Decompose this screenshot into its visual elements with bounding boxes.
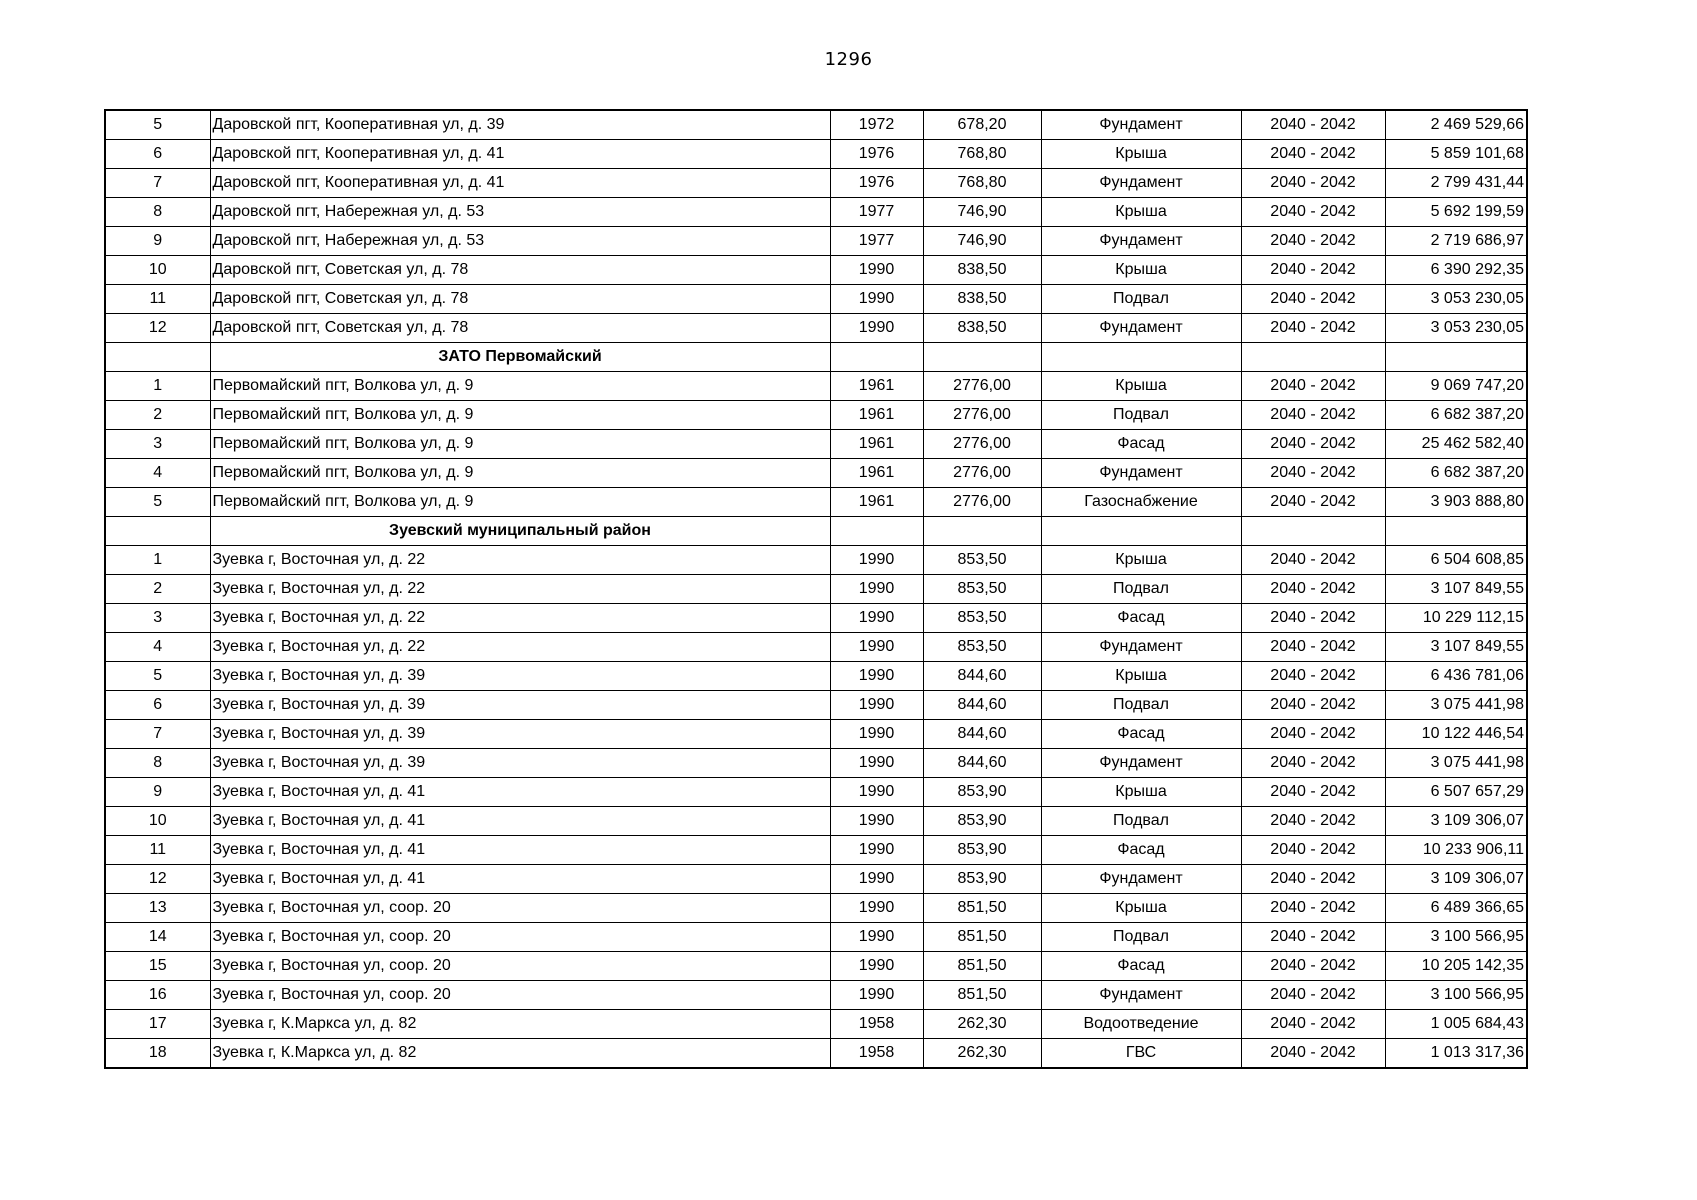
row-number-cell: 9	[105, 227, 210, 256]
period-cell: 2040 - 2042	[1241, 604, 1385, 633]
empty-cell	[1041, 343, 1241, 372]
period-cell: 2040 - 2042	[1241, 836, 1385, 865]
work-type-cell: Водоотведение	[1041, 1010, 1241, 1039]
build-year-cell: 1977	[830, 198, 923, 227]
area-cell: 853,90	[923, 778, 1041, 807]
address-cell: Даровской пгт, Советская ул, д. 78	[210, 314, 830, 343]
row-number-cell: 6	[105, 691, 210, 720]
cost-cell: 3 107 849,55	[1385, 633, 1527, 662]
period-cell: 2040 - 2042	[1241, 923, 1385, 952]
cost-cell: 6 682 387,20	[1385, 401, 1527, 430]
row-number-cell: 5	[105, 662, 210, 691]
build-year-cell: 1990	[830, 749, 923, 778]
address-cell: Даровской пгт, Советская ул, д. 78	[210, 285, 830, 314]
cost-cell: 1 013 317,36	[1385, 1039, 1527, 1069]
area-cell: 746,90	[923, 227, 1041, 256]
build-year-cell: 1976	[830, 140, 923, 169]
row-number-cell: 2	[105, 575, 210, 604]
address-cell: Первомайский пгт, Волкова ул, д. 9	[210, 488, 830, 517]
period-cell: 2040 - 2042	[1241, 865, 1385, 894]
address-cell: Даровской пгт, Советская ул, д. 78	[210, 256, 830, 285]
area-cell: 851,50	[923, 923, 1041, 952]
cost-cell: 3 075 441,98	[1385, 749, 1527, 778]
table-row	[105, 633, 1527, 662]
area-cell: 2776,00	[923, 401, 1041, 430]
table-row	[105, 865, 1527, 894]
period-cell: 2040 - 2042	[1241, 430, 1385, 459]
address-cell: Даровской пгт, Кооперативная ул, д. 39	[210, 110, 830, 140]
table-row	[105, 1010, 1527, 1039]
empty-cell	[1241, 517, 1385, 546]
address-cell: Зуевка г, Восточная ул, д. 39	[210, 749, 830, 778]
work-type-cell: Крыша	[1041, 198, 1241, 227]
build-year-cell: 1990	[830, 865, 923, 894]
area-cell: 838,50	[923, 314, 1041, 343]
cost-cell: 6 390 292,35	[1385, 256, 1527, 285]
row-number-cell: 3	[105, 430, 210, 459]
address-cell: Зуевка г, Восточная ул, соор. 20	[210, 952, 830, 981]
address-cell: Зуевка г, Восточная ул, д. 39	[210, 691, 830, 720]
address-cell: Зуевка г, Восточная ул, соор. 20	[210, 923, 830, 952]
work-type-cell: Подвал	[1041, 923, 1241, 952]
table-row	[105, 749, 1527, 778]
area-cell: 853,50	[923, 575, 1041, 604]
cost-cell: 5 859 101,68	[1385, 140, 1527, 169]
table-row	[105, 488, 1527, 517]
address-cell: Зуевка г, К.Маркса ул, д. 82	[210, 1010, 830, 1039]
table-row	[105, 575, 1527, 604]
row-number-cell: 11	[105, 285, 210, 314]
period-cell: 2040 - 2042	[1241, 546, 1385, 575]
work-type-cell: Фундамент	[1041, 981, 1241, 1010]
work-type-cell: Крыша	[1041, 778, 1241, 807]
address-cell: Зуевка г, Восточная ул, д. 39	[210, 720, 830, 749]
table-row	[105, 604, 1527, 633]
build-year-cell: 1990	[830, 923, 923, 952]
area-cell: 853,90	[923, 807, 1041, 836]
build-year-cell: 1958	[830, 1010, 923, 1039]
row-number-cell: 14	[105, 923, 210, 952]
build-year-cell: 1990	[830, 575, 923, 604]
work-type-cell: ГВС	[1041, 1039, 1241, 1069]
row-number-cell: 7	[105, 720, 210, 749]
address-cell: Первомайский пгт, Волкова ул, д. 9	[210, 459, 830, 488]
work-type-cell: Фундамент	[1041, 749, 1241, 778]
work-type-cell: Газоснабжение	[1041, 488, 1241, 517]
area-cell: 746,90	[923, 198, 1041, 227]
cost-cell: 6 436 781,06	[1385, 662, 1527, 691]
area-cell: 853,90	[923, 865, 1041, 894]
table-row	[105, 430, 1527, 459]
area-cell: 844,60	[923, 691, 1041, 720]
row-number-cell: 8	[105, 198, 210, 227]
build-year-cell: 1990	[830, 256, 923, 285]
build-year-cell: 1972	[830, 110, 923, 140]
work-type-cell: Подвал	[1041, 285, 1241, 314]
address-cell: Даровской пгт, Кооперативная ул, д. 41	[210, 140, 830, 169]
area-cell: 851,50	[923, 894, 1041, 923]
table-row	[105, 691, 1527, 720]
cost-cell: 1 005 684,43	[1385, 1010, 1527, 1039]
table-body	[105, 110, 1527, 1068]
cost-cell: 10 122 446,54	[1385, 720, 1527, 749]
area-cell: 2776,00	[923, 372, 1041, 401]
period-cell: 2040 - 2042	[1241, 633, 1385, 662]
build-year-cell: 1990	[830, 546, 923, 575]
work-type-cell: Фасад	[1041, 430, 1241, 459]
area-cell: 844,60	[923, 720, 1041, 749]
cost-cell: 10 229 112,15	[1385, 604, 1527, 633]
empty-cell	[1385, 343, 1527, 372]
cost-cell: 10 233 906,11	[1385, 836, 1527, 865]
area-cell: 844,60	[923, 749, 1041, 778]
work-type-cell: Подвал	[1041, 401, 1241, 430]
cost-cell: 3 109 306,07	[1385, 807, 1527, 836]
period-cell: 2040 - 2042	[1241, 575, 1385, 604]
work-type-cell: Фундамент	[1041, 633, 1241, 662]
row-number-cell: 5	[105, 488, 210, 517]
area-cell: 678,20	[923, 110, 1041, 140]
build-year-cell: 1990	[830, 807, 923, 836]
table-row	[105, 372, 1527, 401]
build-year-cell: 1976	[830, 169, 923, 198]
period-cell: 2040 - 2042	[1241, 1039, 1385, 1069]
cost-cell: 3 100 566,95	[1385, 923, 1527, 952]
address-cell: Первомайский пгт, Волкова ул, д. 9	[210, 430, 830, 459]
period-cell: 2040 - 2042	[1241, 459, 1385, 488]
cost-cell: 9 069 747,20	[1385, 372, 1527, 401]
period-cell: 2040 - 2042	[1241, 894, 1385, 923]
cost-cell: 3 053 230,05	[1385, 285, 1527, 314]
table-row	[105, 923, 1527, 952]
work-type-cell: Фасад	[1041, 604, 1241, 633]
area-cell: 851,50	[923, 952, 1041, 981]
address-cell: Даровской пгт, Набережная ул, д. 53	[210, 227, 830, 256]
table-row	[105, 110, 1527, 140]
area-cell: 853,50	[923, 546, 1041, 575]
period-cell: 2040 - 2042	[1241, 110, 1385, 140]
cost-cell: 6 682 387,20	[1385, 459, 1527, 488]
empty-cell	[1041, 517, 1241, 546]
build-year-cell: 1990	[830, 952, 923, 981]
period-cell: 2040 - 2042	[1241, 169, 1385, 198]
row-number-cell: 8	[105, 749, 210, 778]
cost-cell: 2 469 529,66	[1385, 110, 1527, 140]
period-cell: 2040 - 2042	[1241, 662, 1385, 691]
empty-cell	[923, 517, 1041, 546]
period-cell: 2040 - 2042	[1241, 749, 1385, 778]
row-number-cell: 12	[105, 314, 210, 343]
row-number-cell: 11	[105, 836, 210, 865]
cost-cell: 3 075 441,98	[1385, 691, 1527, 720]
work-type-cell: Крыша	[1041, 546, 1241, 575]
row-number-cell: 10	[105, 807, 210, 836]
row-number-cell: 18	[105, 1039, 210, 1069]
period-cell: 2040 - 2042	[1241, 720, 1385, 749]
cost-cell: 2 799 431,44	[1385, 169, 1527, 198]
address-cell: Даровской пгт, Набережная ул, д. 53	[210, 198, 830, 227]
build-year-cell: 1961	[830, 430, 923, 459]
address-cell: Первомайский пгт, Волкова ул, д. 9	[210, 401, 830, 430]
row-number-cell: 5	[105, 110, 210, 140]
build-year-cell: 1990	[830, 720, 923, 749]
cost-cell: 6 489 366,65	[1385, 894, 1527, 923]
work-type-cell: Крыша	[1041, 256, 1241, 285]
period-cell: 2040 - 2042	[1241, 314, 1385, 343]
row-number-cell: 7	[105, 169, 210, 198]
area-cell: 838,50	[923, 256, 1041, 285]
table-row	[105, 807, 1527, 836]
empty-cell	[923, 343, 1041, 372]
table-row	[105, 459, 1527, 488]
build-year-cell: 1961	[830, 372, 923, 401]
build-year-cell: 1961	[830, 459, 923, 488]
build-year-cell: 1990	[830, 662, 923, 691]
work-type-cell: Фасад	[1041, 952, 1241, 981]
build-year-cell: 1990	[830, 894, 923, 923]
period-cell: 2040 - 2042	[1241, 691, 1385, 720]
work-type-cell: Подвал	[1041, 575, 1241, 604]
address-cell: Зуевка г, Восточная ул, д. 41	[210, 807, 830, 836]
table-row	[105, 720, 1527, 749]
table-row	[105, 546, 1527, 575]
period-cell: 2040 - 2042	[1241, 981, 1385, 1010]
address-cell: Зуевка г, Восточная ул, д. 22	[210, 633, 830, 662]
work-type-cell: Подвал	[1041, 807, 1241, 836]
cost-cell: 3 053 230,05	[1385, 314, 1527, 343]
period-cell: 2040 - 2042	[1241, 140, 1385, 169]
row-number-cell: 16	[105, 981, 210, 1010]
table-row	[105, 662, 1527, 691]
work-type-cell: Крыша	[1041, 894, 1241, 923]
period-cell: 2040 - 2042	[1241, 256, 1385, 285]
work-type-cell: Крыша	[1041, 372, 1241, 401]
area-cell: 844,60	[923, 662, 1041, 691]
period-cell: 2040 - 2042	[1241, 1010, 1385, 1039]
build-year-cell: 1977	[830, 227, 923, 256]
period-cell: 2040 - 2042	[1241, 285, 1385, 314]
address-cell: Зуевка г, Восточная ул, д. 41	[210, 778, 830, 807]
address-cell: Зуевка г, Восточная ул, д. 41	[210, 865, 830, 894]
build-year-cell: 1990	[830, 285, 923, 314]
period-cell: 2040 - 2042	[1241, 488, 1385, 517]
section-title: Зуевский муниципальный район	[210, 517, 830, 546]
build-year-cell: 1990	[830, 836, 923, 865]
repair-schedule-table	[104, 109, 1528, 1069]
section-title: ЗАТО Первомайский	[210, 343, 830, 372]
table-row	[105, 981, 1527, 1010]
row-number-cell: 12	[105, 865, 210, 894]
work-type-cell: Фундамент	[1041, 110, 1241, 140]
build-year-cell: 1990	[830, 778, 923, 807]
cost-cell: 3 903 888,80	[1385, 488, 1527, 517]
period-cell: 2040 - 2042	[1241, 807, 1385, 836]
address-cell: Зуевка г, Восточная ул, д. 39	[210, 662, 830, 691]
work-type-cell: Фундамент	[1041, 459, 1241, 488]
table-row	[105, 169, 1527, 198]
row-number-cell: 10	[105, 256, 210, 285]
cost-cell: 6 504 608,85	[1385, 546, 1527, 575]
row-number-cell: 4	[105, 459, 210, 488]
empty-cell	[830, 343, 923, 372]
address-cell: Первомайский пгт, Волкова ул, д. 9	[210, 372, 830, 401]
area-cell: 2776,00	[923, 459, 1041, 488]
row-number-cell: 6	[105, 140, 210, 169]
empty-cell	[1241, 343, 1385, 372]
work-type-cell: Фундамент	[1041, 314, 1241, 343]
table-row	[105, 198, 1527, 227]
address-cell: Зуевка г, Восточная ул, д. 22	[210, 604, 830, 633]
cost-cell: 6 507 657,29	[1385, 778, 1527, 807]
build-year-cell: 1958	[830, 1039, 923, 1069]
address-cell: Зуевка г, Восточная ул, д. 22	[210, 575, 830, 604]
table-row	[105, 1039, 1527, 1069]
work-type-cell: Фундамент	[1041, 227, 1241, 256]
period-cell: 2040 - 2042	[1241, 227, 1385, 256]
area-cell: 262,30	[923, 1010, 1041, 1039]
row-number-cell: 2	[105, 401, 210, 430]
build-year-cell: 1990	[830, 633, 923, 662]
table-row	[105, 285, 1527, 314]
work-type-cell: Фасад	[1041, 720, 1241, 749]
table-row	[105, 952, 1527, 981]
area-cell: 853,90	[923, 836, 1041, 865]
table-row	[105, 227, 1527, 256]
area-cell: 853,50	[923, 633, 1041, 662]
row-number-cell: 17	[105, 1010, 210, 1039]
empty-cell	[830, 517, 923, 546]
area-cell: 768,80	[923, 169, 1041, 198]
empty-cell	[105, 343, 210, 372]
build-year-cell: 1990	[830, 314, 923, 343]
address-cell: Зуевка г, Восточная ул, соор. 20	[210, 894, 830, 923]
address-cell: Зуевка г, Восточная ул, д. 41	[210, 836, 830, 865]
table-row	[105, 778, 1527, 807]
address-cell: Даровской пгт, Кооперативная ул, д. 41	[210, 169, 830, 198]
area-cell: 2776,00	[923, 488, 1041, 517]
build-year-cell: 1990	[830, 981, 923, 1010]
area-cell: 838,50	[923, 285, 1041, 314]
work-type-cell: Подвал	[1041, 691, 1241, 720]
period-cell: 2040 - 2042	[1241, 952, 1385, 981]
area-cell: 851,50	[923, 981, 1041, 1010]
row-number-cell: 3	[105, 604, 210, 633]
work-type-cell: Фундамент	[1041, 865, 1241, 894]
build-year-cell: 1961	[830, 488, 923, 517]
row-number-cell: 1	[105, 546, 210, 575]
table-row	[105, 401, 1527, 430]
row-number-cell: 1	[105, 372, 210, 401]
work-type-cell: Крыша	[1041, 140, 1241, 169]
row-number-cell: 13	[105, 894, 210, 923]
cost-cell: 3 100 566,95	[1385, 981, 1527, 1010]
cost-cell: 5 692 199,59	[1385, 198, 1527, 227]
build-year-cell: 1990	[830, 604, 923, 633]
row-number-cell: 4	[105, 633, 210, 662]
build-year-cell: 1961	[830, 401, 923, 430]
row-number-cell: 15	[105, 952, 210, 981]
section-header-row	[105, 517, 1527, 546]
section-header-row	[105, 343, 1527, 372]
cost-cell: 3 109 306,07	[1385, 865, 1527, 894]
table-row	[105, 140, 1527, 169]
empty-cell	[105, 517, 210, 546]
table-row	[105, 894, 1527, 923]
table-row	[105, 836, 1527, 865]
period-cell: 2040 - 2042	[1241, 401, 1385, 430]
period-cell: 2040 - 2042	[1241, 198, 1385, 227]
work-type-cell: Фундамент	[1041, 169, 1241, 198]
build-year-cell: 1990	[830, 691, 923, 720]
empty-cell	[1385, 517, 1527, 546]
cost-cell: 3 107 849,55	[1385, 575, 1527, 604]
area-cell: 853,50	[923, 604, 1041, 633]
cost-cell: 2 719 686,97	[1385, 227, 1527, 256]
area-cell: 262,30	[923, 1039, 1041, 1069]
address-cell: Зуевка г, Восточная ул, соор. 20	[210, 981, 830, 1010]
area-cell: 2776,00	[923, 430, 1041, 459]
area-cell: 768,80	[923, 140, 1041, 169]
page-number: 1296	[824, 49, 873, 70]
cost-cell: 25 462 582,40	[1385, 430, 1527, 459]
row-number-cell: 9	[105, 778, 210, 807]
period-cell: 2040 - 2042	[1241, 372, 1385, 401]
period-cell: 2040 - 2042	[1241, 778, 1385, 807]
table-row	[105, 256, 1527, 285]
cost-cell: 10 205 142,35	[1385, 952, 1527, 981]
address-cell: Зуевка г, Восточная ул, д. 22	[210, 546, 830, 575]
work-type-cell: Фасад	[1041, 836, 1241, 865]
address-cell: Зуевка г, К.Маркса ул, д. 82	[210, 1039, 830, 1069]
work-type-cell: Крыша	[1041, 662, 1241, 691]
table-row	[105, 314, 1527, 343]
